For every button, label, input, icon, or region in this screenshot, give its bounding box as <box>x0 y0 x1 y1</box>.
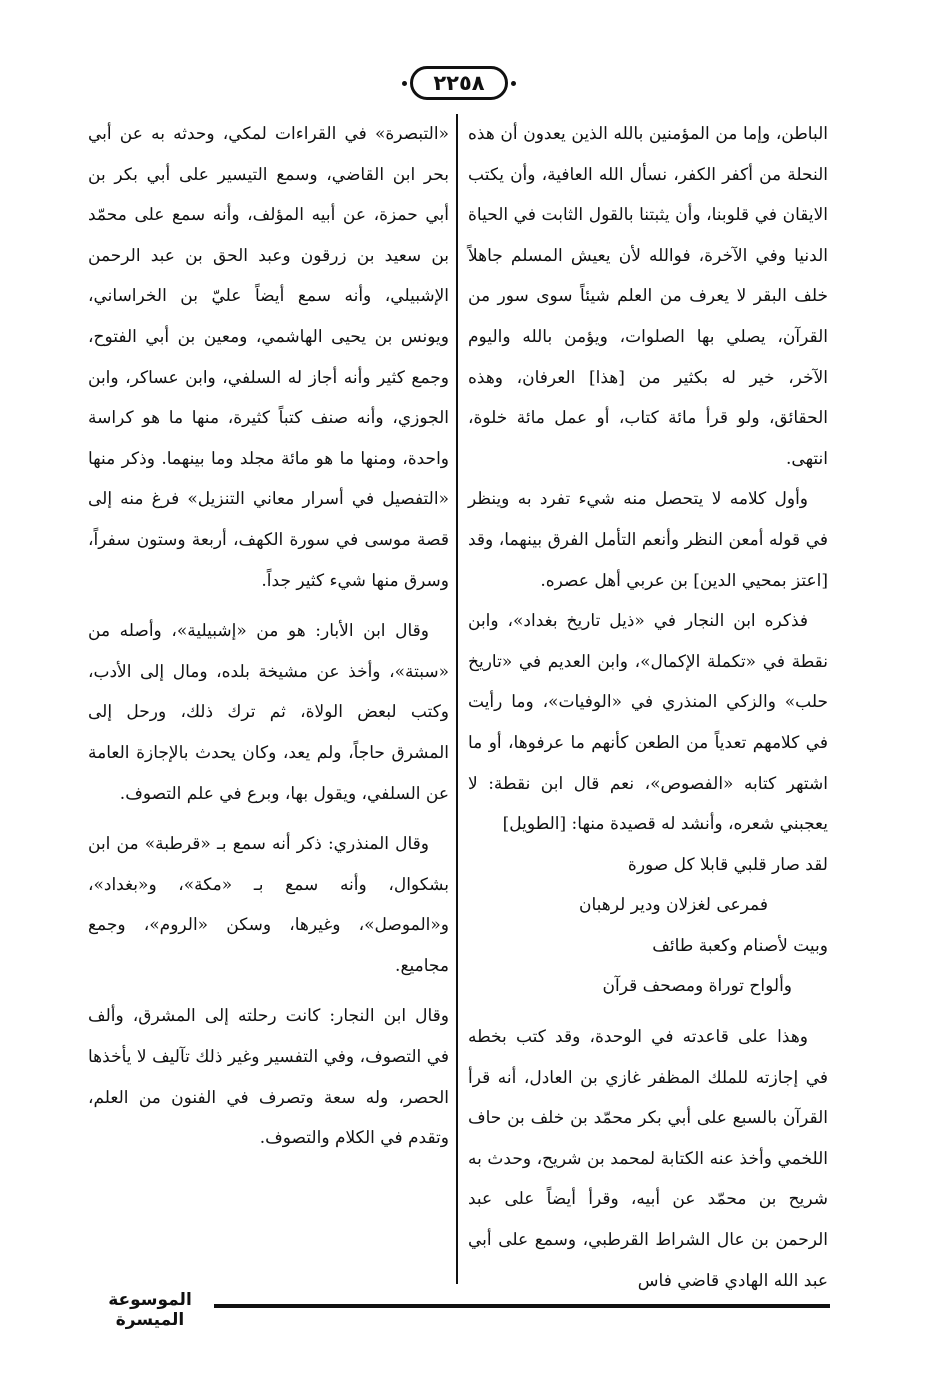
right-paragraph-3: فذكره ابن النجار في «ذيل تاريخ بغداد»، وابن نقطة في «تكملة الإكمال»، وابن العديم في «تاريخ حلب» والزكي المنذري في «الوفيات»، وما رأيت في كلامهم تعدياً من الطعن كأنهم ما عرفوها، أو ما اشتهر كتابه «الفصوص»، نعم قال ابن نقطة: لا يعجبني شعره، وأنشد له قصيدة منها: [الطويل] <box>468 611 828 835</box>
left-paragraph-1: «التبصرة» في القراءات لمكي، وحدثه به عن أبي بحر ابن القاضي، وسمع التيسير على أبي بكر بن أبي حمزة، عن أبيه المؤلف، وأنه سمع على محمّد بن سعيد بن زرقون وعبد الحق بن عبد الرحمن الإشبيلي، وأنه سمع أيضاً عليّ بن الخراساني، ويونس بن يحيى الهاشمي، ومعين بن أبي الفتوح، وجمع كثير وأنه أجاز له السلفي، وابن عساكر، وابن الجوزي، وأنه صنف كتباً كثيرة، منها ما هو كراسة واحدة، ومنها ما هو مائة مجلد وما بينهما. وذكر منها «التفصيل في أسرار معاني التنزيل» فرغ منه إلى قصة موسى في سورة الكهف، أربعة وستون سفراً، وسرق منها شيء كثير جداً. <box>88 124 449 591</box>
right-paragraph-2: وأول كلامه لا يتحصل منه شيء تفرد به وينظر في قوله أمعن النظر وأنعم التأمل الفرق بينهما، وقد [اعتز بمحيي الدين] بن عربي أهل عصره. <box>468 489 828 591</box>
left-paragraph-4: وقال ابن النجار: كانت رحلته إلى المشرق، وألف في التصوف، وفي التفسير وغير ذلك تآليف لا يأخذها الحصر، وله سعة وتصرف في الفنون من العلم، وتقدم في الكلام والتصوف. <box>88 1006 449 1149</box>
column-divider <box>456 114 458 1284</box>
right-paragraph-4: وهذا على قاعدته في الوحدة، وقد كتب بخطه في إجازته للملك المظفر غازي بن العادل، أنه قرأ القرآن بالسبع على أبي بكر محمّد بن خلف بن حاف اللخمي وأخذ عنه الكتابة لمحمد بن شريح، وحدث به شريح بن محمّد عن أبيه، وقرأ أيضاً على عبد الرحمن بن عال الشراط القرطبي، وسمع على أبي عبد الله الهادي قاضي فاس <box>468 1027 828 1291</box>
left-paragraph-3: وقال المنذري: ذكر أنه سمع بـ «قرطبة» من ابن بشكوال، وأنه سمع بـ «مكة»، و«بغداد»، و«الموصل»، وغيرها، وسكن «الروم»، وجمع مجاميع. <box>88 834 449 976</box>
left-column <box>88 114 449 1159</box>
poem <box>468 845 828 1007</box>
poem-verse-4: وألواح توراة ومصحف قرآن <box>602 976 792 997</box>
page-number: ٢٢٥٨ <box>410 66 508 100</box>
right-paragraph-1: الباطن، وإما من المؤمنين بالله الذين يعدون أن هذه النحلة من أكفر الكفر، نسأل الله العافية، وأن يكتب الايقان في قلوبنا، وأن يثبتنا بالقول الثابت في الحياة الدنيا وفي الآخرة، فوالله لأن يعيش المسلم جاهلاً خلف البقر لا يعرف من العلم شيئاً سوى سور من القرآن، يصلي بها الصلوات، ويؤمن بالله واليوم الآخر، خير له بكثير من [هذا] العرفان، وهذه الحقائق، ولو قرأ مائة كتاب، أو عمل مائة خلوة، انتهى. <box>468 124 828 469</box>
poem-verse-1: لقد صار قلبي قابلا كل صورة <box>627 854 828 875</box>
left-paragraph-2: وقال ابن الأبار: هو من «إشبيلية»، وأصله من «سبتة»، وأخذ عن مشيخة بلده، ومال إلى الأدب، وكتب لبعض الولاة، ثم ترك ذلك، ورحل إلى المشرق حاجاً، ولم يعد، وكان يحدث بالإجازة العامة عن السلفي، ويقول بها، وبرع في علم التصوف. <box>88 621 449 804</box>
poem-verse-2: فمرعى لغزلان ودير لرهبان <box>578 895 768 916</box>
right-column <box>468 114 828 1301</box>
footer-title: الموسوعة الميسرة <box>108 1290 192 1330</box>
footer-rule <box>214 1304 830 1308</box>
poem-verse-3: وبيت لأصنام وكعبة طائف <box>652 935 828 956</box>
